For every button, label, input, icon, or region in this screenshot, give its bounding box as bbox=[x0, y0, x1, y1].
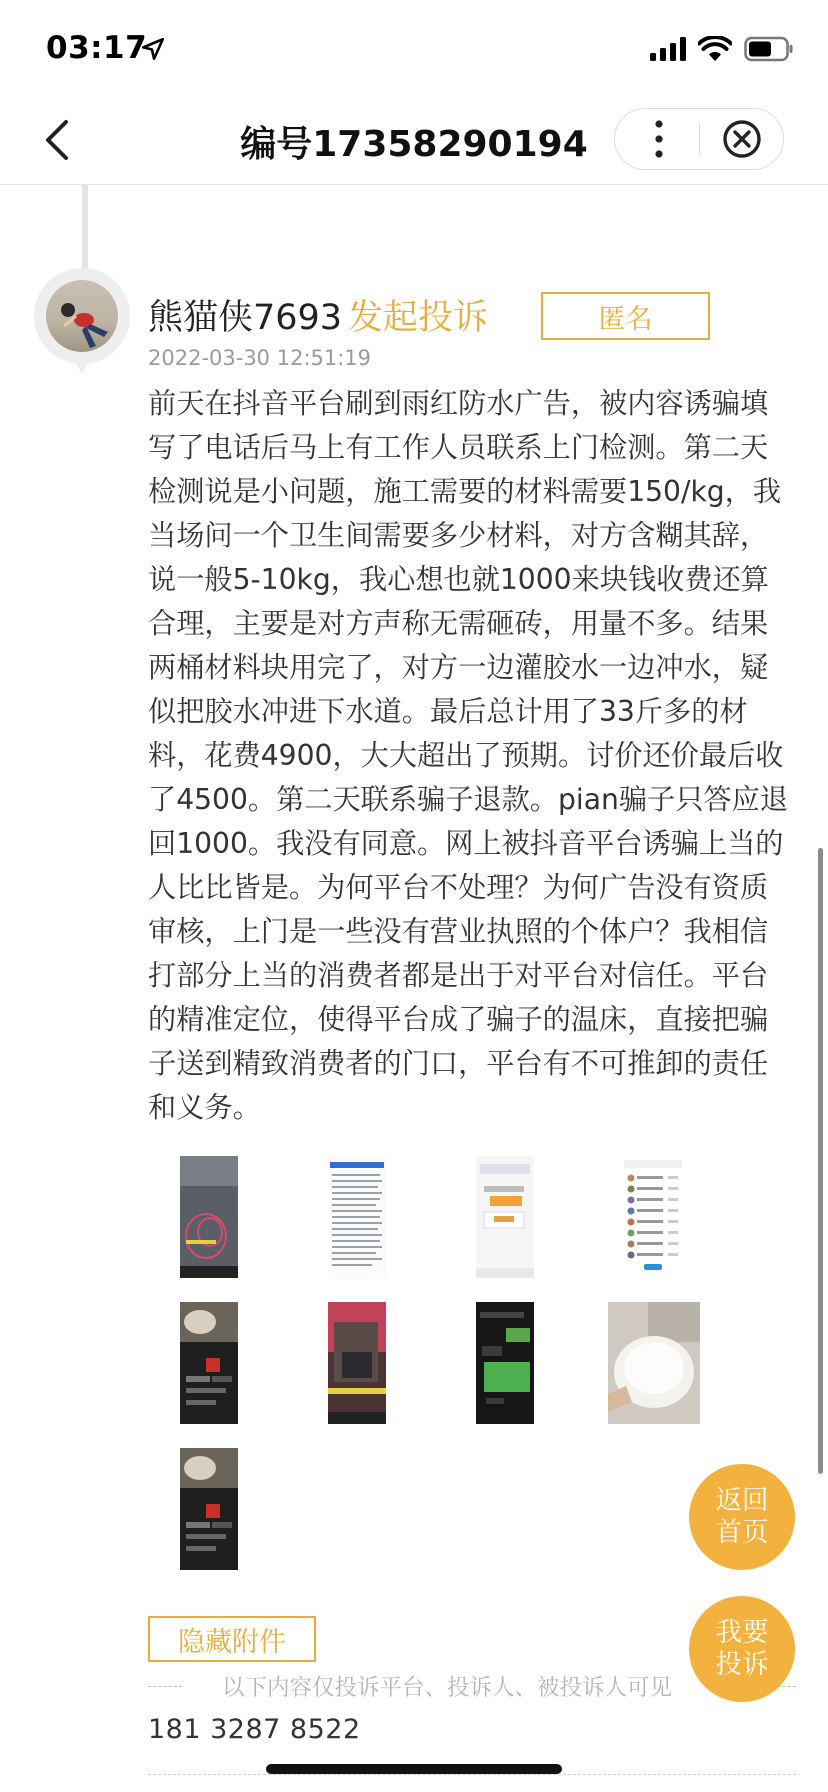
attachment-thumbnail[interactable] bbox=[328, 1302, 386, 1424]
avatar-frame bbox=[34, 268, 130, 364]
avatar[interactable] bbox=[46, 280, 118, 352]
status-icons bbox=[650, 34, 794, 64]
fab-label: 首页 bbox=[715, 1517, 769, 1548]
attachment-thumbnail[interactable] bbox=[476, 1156, 534, 1278]
page-title: 编号17358290194 bbox=[240, 124, 588, 165]
attachment-thumbnail[interactable] bbox=[608, 1302, 700, 1424]
nav-bar bbox=[0, 96, 828, 185]
anonymous-badge: 匿名 bbox=[541, 292, 710, 340]
thumbnail-contact-list-image bbox=[624, 1156, 682, 1278]
thumbnail-chat-dark-image bbox=[180, 1448, 238, 1570]
thumbnail-document-image bbox=[328, 1156, 386, 1278]
more-dots-icon[interactable] bbox=[615, 109, 699, 169]
fab-label: 返回 bbox=[715, 1485, 769, 1516]
divider bbox=[148, 1774, 796, 1775]
avatar-person-figure bbox=[46, 280, 118, 352]
thumbnail-chat-payment-image bbox=[476, 1156, 534, 1278]
wifi-icon bbox=[698, 36, 732, 62]
start-complaint-link[interactable]: 发起投诉 bbox=[348, 298, 489, 338]
attachment-thumbnail[interactable] bbox=[328, 1156, 386, 1278]
back-to-home-button[interactable] bbox=[689, 1464, 795, 1570]
mini-program-capsule bbox=[614, 108, 784, 170]
timeline-line bbox=[82, 184, 88, 274]
attachment-thumbnail[interactable] bbox=[180, 1448, 238, 1570]
thumbnail-white-bowl-photo bbox=[608, 1302, 700, 1424]
phone-number[interactable]: 181 3287 8522 bbox=[148, 1714, 361, 1745]
fab-label: 投诉 bbox=[715, 1649, 769, 1680]
status-time: 03:17 bbox=[46, 30, 148, 66]
scrollbar[interactable] bbox=[818, 848, 823, 1474]
attachment-thumbnail[interactable] bbox=[624, 1156, 682, 1278]
home-indicator[interactable] bbox=[266, 1764, 562, 1774]
thumbnail-video-pipe-image bbox=[328, 1302, 386, 1424]
attachment-thumbnail[interactable] bbox=[180, 1156, 238, 1278]
attachment-thumbnail[interactable] bbox=[180, 1302, 238, 1424]
post-timestamp: 2022-03-30 12:51:19 bbox=[148, 346, 372, 370]
battery-icon bbox=[744, 36, 794, 62]
user-name[interactable]: 熊猫侠7693 bbox=[148, 298, 343, 338]
submit-complaint-button[interactable] bbox=[689, 1596, 795, 1702]
hide-attachments-button[interactable]: 隐藏附件 bbox=[148, 1616, 316, 1662]
divider bbox=[148, 1686, 182, 1687]
fab-label: 我要 bbox=[715, 1617, 769, 1648]
visibility-note-text: 以下内容仅投诉平台、投诉人、被投诉人可见 bbox=[222, 1675, 673, 1701]
post-body: 前天在抖音平台刷到雨红防水广告，被内容诱骗填写了电话后马上有工作人员联系上门检测。第二天检测说是小问题，施工需要的材料需要150/kg，我当场问一个卫生间需要多少材料，对方含糊其辞，说一般5-10kg，我心想也就1000来块钱收费还算合理，主要是对方声称无需砸砖，用量不多。结果两桶材料块用完了，对方一边灌胶水一边冲水，疑似把胶水冲进下水道。最后总计用了33斤多的材料，花费4900，大大超出了预期。讨价还价最后收了4500。第二天联系骗子退款。pian骗子只答应退回1000。我没有同意。网上被抖音平台诱骗上当的人比比皆是。为何平台不处理？为何广告没有资质审核，上门是一些没有营业执照的个体户？我相信打部分上当的消费者都是出于对平台对信任。平台的精准定位，使得平台成了骗子的温床，直接把骗子送到精致消费者的门口，平台有不可推卸的责任和义务。 bbox=[148, 387, 788, 1124]
cellular-signal-icon bbox=[650, 37, 686, 61]
attachment-thumbnail[interactable] bbox=[476, 1302, 534, 1424]
thumbnail-chat-green-image bbox=[476, 1302, 534, 1424]
thumbnail-chat-dark-image bbox=[180, 1302, 238, 1424]
status-bar bbox=[0, 0, 828, 96]
thumbnail-video-hose-image bbox=[180, 1156, 238, 1278]
close-circle-icon[interactable] bbox=[700, 109, 784, 169]
location-arrow-icon bbox=[140, 36, 166, 62]
